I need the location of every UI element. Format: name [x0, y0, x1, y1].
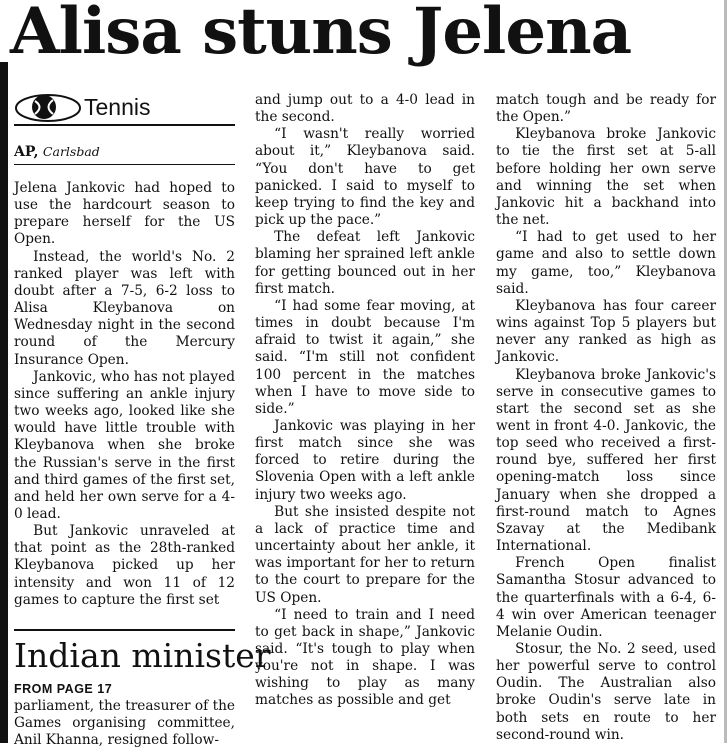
story-divider [14, 629, 235, 631]
article-paragraph: and jump out to a 4-0 lead in the second. [255, 92, 475, 126]
article-paragraph: Kleybanova broke Jankovic to tie the first set at 5-all before holding her own serve and winning the set when Jankovic hit a backhand into the net. [496, 126, 716, 229]
article-paragraph: Stosur, the No. 2 seed, used her powerful serve to control Oudin. The Australian also broke Oudin's serve late in both sets en route to her second-round win. [496, 641, 716, 743]
article-column-3 [496, 92, 716, 744]
byline [14, 143, 235, 161]
article-paragraph: “I need to train and I need to get back in shape,” Jankovic said. “It's tough to play when you're not in shape. I was wishing to play as many matches as possible and get [255, 606, 475, 709]
article-paragraph: Kleybanova has four career wins against Top 5 players but never any ranked as high as Jankovic. [496, 297, 716, 366]
article-paragraph: Instead, the world's No. 2 ranked player was left with doubt after a 7-5, 6-2 loss to Alisa Kleybanova on Wednesday night in the second round of the Mercury Insurance Open. [14, 248, 235, 368]
article-paragraph: Jankovic, who has not played since suffering an ankle injury two weeks ago, looked like she would have little trouble with Kleybanova when she broke the Russian's serve in the first and third games of the first set, and held her own serve for a 4-0 lead. [14, 368, 235, 522]
section-rule [14, 124, 235, 126]
article-column-2 [255, 92, 475, 710]
section-header [14, 90, 235, 130]
article-paragraph: French Open finalist Samantha Stosur advanced to the quarterfinals with a 6-4, 6-4 win over American teenager Melanie Oudin. [496, 555, 716, 640]
byline-location: Carlsbad [42, 144, 100, 159]
left-margin-bar [0, 62, 8, 743]
article-paragraph: “I had some fear moving, at times in doubt because I'm afraid to twist it again,” she said. “I'm still not confident 100 percent in the matches when I have to move side to side.” [255, 297, 475, 417]
article-paragraph: But she insisted despite not a lack of practice time and uncertainty about her ankle, it was important for her to return to the court to prepare for the US Open. [255, 503, 475, 606]
article-paragraph: The defeat left Jankovic blaming her sprained left ankle for getting bounced out in her first match. [255, 229, 475, 297]
second-story-text [14, 698, 235, 749]
article-paragraph: match tough and be ready for the Open.” [496, 92, 716, 126]
article-column-1 [14, 180, 235, 609]
article-paragraph: “I had to get used to her game and also to settle down my game, too,” Kleybanova said. [496, 229, 716, 297]
section-label: Tennis [84, 94, 151, 120]
tennis-ball-icon [14, 92, 82, 122]
article-paragraph: Jankovic was playing in her first match since she was forced to retire during the Slovenia Open with a left ankle injury two weeks ago. [255, 417, 475, 503]
byline-rule [14, 164, 235, 165]
byline-wire: AP, [14, 144, 39, 160]
article-paragraph: Jelena Jankovic had hoped to use the hardcourt season to prepare herself for the US Open. [14, 180, 235, 248]
article-paragraph: But Jankovic unraveled at that point as the 28th-ranked Kleybanova picked up her intensity and won 11 of 12 games to capture the first set [14, 523, 235, 608]
headline: Alisa stuns Jelena [10, 0, 632, 69]
article-paragraph: parliament, the treasurer of the Games organising committee, Anil Khanna, resigned follow- [14, 698, 235, 749]
second-story-headline: Indian minister [14, 636, 271, 675]
article-paragraph: “I wasn't really worried about it,” Kleybanova said. “You don't have to get panicked. I said to myself to keep trying to find the key and pick up the pace.” [255, 126, 475, 229]
article-paragraph: Kleybanova broke Jankovic's serve in consecutive games to start the second set as she went in front 4-0. Jankovic, the top seed who received a first-round bye, suffered her first opening-match loss since January when she dropped a first-round match to Agnes Szavay at the Medibank International. [496, 366, 716, 555]
jump-line: FROM PAGE 17 [14, 682, 113, 696]
